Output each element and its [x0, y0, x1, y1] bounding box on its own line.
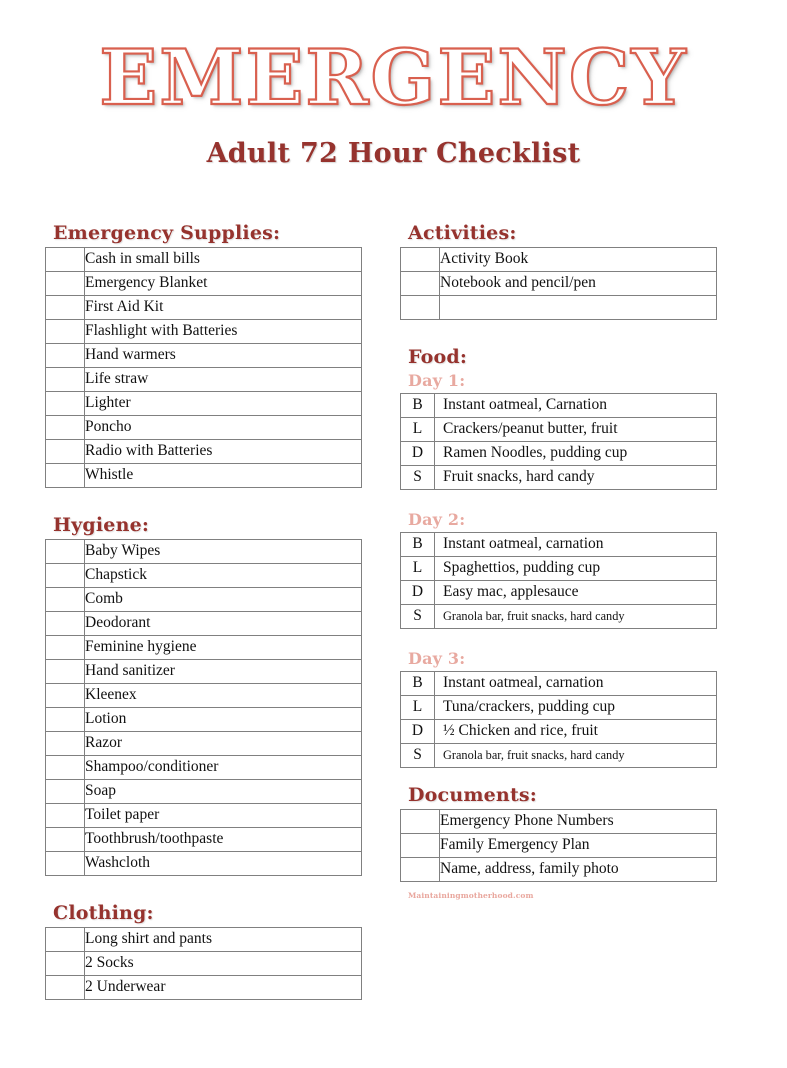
table-row[interactable] [401, 810, 717, 834]
checkbox-cell[interactable] [46, 852, 85, 876]
meal-text: Easy mac, applesauce [435, 581, 717, 605]
meal-code: D [401, 720, 435, 744]
hygiene-table [45, 539, 362, 876]
table-row[interactable] [401, 720, 717, 744]
checkbox-cell[interactable] [46, 804, 85, 828]
item-label: Activity Book [440, 248, 717, 272]
table-row[interactable] [46, 804, 362, 828]
checkbox-cell[interactable] [46, 540, 85, 564]
spacer [400, 768, 725, 784]
item-label: Kleenex [85, 684, 362, 708]
item-label: Toothbrush/toothpaste [85, 828, 362, 852]
table-row[interactable] [401, 533, 717, 557]
table-row[interactable] [46, 732, 362, 756]
item-label-blank [440, 296, 717, 320]
checkbox-cell[interactable] [46, 368, 85, 392]
checkbox-cell[interactable] [401, 248, 440, 272]
page-title: EMERGENCY [99, 33, 688, 122]
table-row[interactable] [401, 248, 717, 272]
meal-text: Ramen Noodles, pudding cup [435, 442, 717, 466]
clothing-table [45, 927, 362, 1000]
left-column [45, 222, 370, 1000]
item-label: Notebook and pencil/pen [440, 272, 717, 296]
meal-text: Granola bar, fruit snacks, hard candy [435, 744, 717, 768]
item-label: Shampoo/conditioner [85, 756, 362, 780]
checkbox-cell[interactable] [46, 564, 85, 588]
checkbox-cell[interactable] [401, 810, 440, 834]
meal-code: B [401, 672, 435, 696]
checkbox-cell[interactable] [401, 272, 440, 296]
meal-code: D [401, 442, 435, 466]
meal-text: Instant oatmeal, Carnation [435, 394, 717, 418]
item-label: Hand sanitizer [85, 660, 362, 684]
table-row[interactable] [401, 296, 717, 320]
item-label: Hand warmers [85, 344, 362, 368]
checkbox-cell[interactable] [46, 588, 85, 612]
meal-text: ½ Chicken and rice, fruit [435, 720, 717, 744]
item-label: First Aid Kit [85, 296, 362, 320]
table-row[interactable] [46, 416, 362, 440]
item-label: Lighter [85, 392, 362, 416]
checkbox-cell[interactable] [46, 684, 85, 708]
table-row[interactable] [46, 320, 362, 344]
meal-code: L [401, 557, 435, 581]
table-row[interactable] [46, 660, 362, 684]
meal-text: Granola bar, fruit snacks, hard candy [435, 605, 717, 629]
site-credit: Maintainingmotherhood.com [408, 891, 534, 900]
documents-table [400, 809, 717, 882]
table-row[interactable] [46, 708, 362, 732]
table-row[interactable] [46, 780, 362, 804]
section-hygiene [45, 514, 370, 876]
table-row[interactable] [46, 636, 362, 660]
table-row[interactable] [401, 672, 717, 696]
section-food [400, 346, 725, 768]
item-label: Feminine hygiene [85, 636, 362, 660]
table-row[interactable] [46, 540, 362, 564]
checkbox-cell[interactable] [401, 834, 440, 858]
meal-text: Fruit snacks, hard candy [435, 466, 717, 490]
item-label: Deodorant [85, 612, 362, 636]
table-row[interactable] [46, 976, 362, 1000]
meal-code: B [401, 533, 435, 557]
checkbox-cell[interactable] [46, 828, 85, 852]
item-label: Radio with Batteries [85, 440, 362, 464]
table-row[interactable] [401, 394, 717, 418]
table-row[interactable] [401, 466, 717, 490]
document-header [0, 0, 787, 169]
item-label: Toilet paper [85, 804, 362, 828]
spacer [400, 320, 725, 346]
table-row[interactable] [401, 442, 717, 466]
item-label: 2 Underwear [85, 976, 362, 1000]
supplies-table [45, 247, 362, 488]
section-heading-clothing: Clothing: [53, 902, 154, 924]
table-row[interactable] [46, 852, 362, 876]
table-row[interactable] [46, 612, 362, 636]
checkbox-cell[interactable] [46, 660, 85, 684]
table-row[interactable] [401, 858, 717, 882]
item-label: Cash in small bills [85, 248, 362, 272]
checkbox-cell[interactable] [46, 976, 85, 1000]
item-label: Emergency Phone Numbers [440, 810, 717, 834]
checkbox-cell[interactable] [401, 296, 440, 320]
day-label-2: Day 2: [408, 510, 466, 529]
item-label: Flashlight with Batteries [85, 320, 362, 344]
activities-table [400, 247, 717, 320]
meal-code: L [401, 696, 435, 720]
table-row[interactable] [401, 418, 717, 442]
item-label: Baby Wipes [85, 540, 362, 564]
spacer [400, 629, 725, 649]
item-label: Emergency Blanket [85, 272, 362, 296]
right-column [400, 222, 725, 900]
checkbox-cell[interactable] [401, 858, 440, 882]
food-table-day-1 [400, 393, 717, 490]
checkbox-cell[interactable] [46, 708, 85, 732]
item-label: Washcloth [85, 852, 362, 876]
checkbox-cell[interactable] [46, 272, 85, 296]
section-documents [400, 784, 725, 882]
table-row[interactable] [401, 834, 717, 858]
meal-text: Instant oatmeal, carnation [435, 533, 717, 557]
spacer [45, 876, 370, 902]
meal-code: B [401, 394, 435, 418]
checkbox-cell[interactable] [46, 928, 85, 952]
checkbox-cell[interactable] [46, 320, 85, 344]
checkbox-cell[interactable] [46, 464, 85, 488]
table-row[interactable] [46, 248, 362, 272]
checkbox-cell[interactable] [46, 636, 85, 660]
table-row[interactable] [401, 272, 717, 296]
item-label: Soap [85, 780, 362, 804]
spacer [45, 488, 370, 514]
table-row[interactable] [46, 440, 362, 464]
section-heading-supplies: Emergency Supplies: [53, 222, 281, 244]
item-label: 2 Socks [85, 952, 362, 976]
meal-text: Spaghettios, pudding cup [435, 557, 717, 581]
table-row[interactable] [46, 564, 362, 588]
checkbox-cell[interactable] [46, 952, 85, 976]
item-label: Whistle [85, 464, 362, 488]
meal-code: D [401, 581, 435, 605]
item-label: Long shirt and pants [85, 928, 362, 952]
table-row[interactable] [46, 368, 362, 392]
spacer [400, 490, 725, 510]
item-label: Comb [85, 588, 362, 612]
section-heading-documents: Documents: [408, 784, 538, 806]
section-emergency-supplies [45, 222, 370, 488]
table-row[interactable] [46, 588, 362, 612]
day-label-3: Day 3: [408, 649, 466, 668]
meal-text: Instant oatmeal, carnation [435, 672, 717, 696]
meal-text: Crackers/peanut butter, fruit [435, 418, 717, 442]
table-row[interactable] [401, 744, 717, 768]
item-label: Chapstick [85, 564, 362, 588]
table-row[interactable] [46, 296, 362, 320]
meal-code: S [401, 605, 435, 629]
table-row[interactable] [46, 684, 362, 708]
section-clothing [45, 902, 370, 1000]
checkbox-cell[interactable] [46, 732, 85, 756]
table-row[interactable] [46, 952, 362, 976]
table-row[interactable] [46, 344, 362, 368]
day-label-1: Day 1: [408, 371, 466, 390]
meal-code: S [401, 466, 435, 490]
table-row[interactable] [401, 557, 717, 581]
table-row[interactable] [46, 392, 362, 416]
checkbox-cell[interactable] [46, 440, 85, 464]
meal-code: L [401, 418, 435, 442]
section-heading-food: Food: [408, 346, 468, 368]
table-row[interactable] [401, 581, 717, 605]
table-row[interactable] [401, 605, 717, 629]
checkbox-cell[interactable] [46, 416, 85, 440]
item-label: Razor [85, 732, 362, 756]
table-row[interactable] [46, 272, 362, 296]
table-row[interactable] [46, 464, 362, 488]
meal-code: S [401, 744, 435, 768]
section-heading-hygiene: Hygiene: [53, 514, 150, 536]
checkbox-cell[interactable] [46, 780, 85, 804]
food-table-day-2 [400, 532, 717, 629]
item-label: Lotion [85, 708, 362, 732]
checkbox-cell[interactable] [46, 344, 85, 368]
item-label: Name, address, family photo [440, 858, 717, 882]
meal-text: Tuna/crackers, pudding cup [435, 696, 717, 720]
checkbox-cell[interactable] [46, 248, 85, 272]
item-label: Poncho [85, 416, 362, 440]
food-table-day-3 [400, 671, 717, 768]
page-subtitle: Adult 72 Hour Checklist [206, 138, 581, 169]
table-row[interactable] [46, 828, 362, 852]
section-activities [400, 222, 725, 320]
item-label: Family Emergency Plan [440, 834, 717, 858]
table-row[interactable] [46, 756, 362, 780]
table-row[interactable] [401, 696, 717, 720]
section-heading-activities: Activities: [408, 222, 517, 244]
checkbox-cell[interactable] [46, 756, 85, 780]
checkbox-cell[interactable] [46, 296, 85, 320]
item-label: Life straw [85, 368, 362, 392]
checkbox-cell[interactable] [46, 612, 85, 636]
table-row[interactable] [46, 928, 362, 952]
checkbox-cell[interactable] [46, 392, 85, 416]
